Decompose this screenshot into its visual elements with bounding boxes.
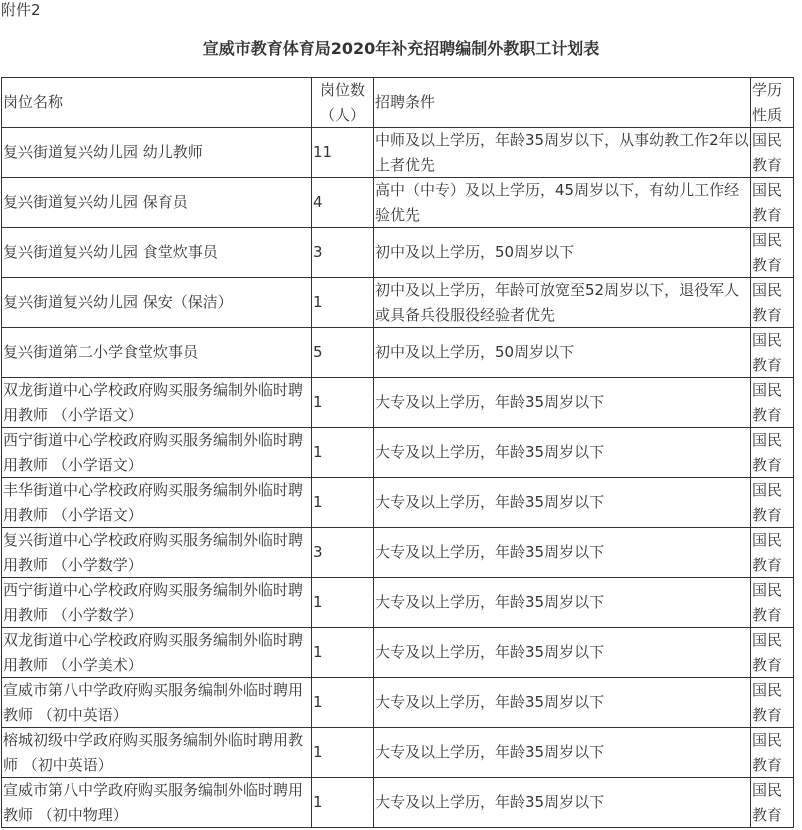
attachment-label: 附件2 [1, 1, 41, 19]
cell-education: 国民教育 [751, 528, 794, 578]
table-row [2, 728, 794, 778]
cell-position-name: 西宁街道中心学校政府购买服务编制外临时聘用教师 （小学语文） [2, 428, 312, 478]
table-row [2, 578, 794, 628]
cell-position-name: 复兴街道复兴幼儿园 幼儿教师 [2, 128, 312, 178]
cell-conditions: 大专及以上学历，年龄35周岁以下 [374, 528, 751, 578]
header-conditions: 招聘条件 [374, 78, 751, 128]
cell-conditions: 初中及以上学历，年龄可放宽至52周岁以下，退役军人或具备兵役服役经验者优先 [374, 278, 751, 328]
cell-conditions: 大专及以上学历，年龄35周岁以下 [374, 778, 751, 828]
table-row [2, 378, 794, 428]
cell-position-count: 1 [312, 628, 374, 678]
table-row [2, 678, 794, 728]
cell-education: 国民教育 [751, 228, 794, 278]
cell-education: 国民教育 [751, 178, 794, 228]
cell-education: 国民教育 [751, 378, 794, 428]
cell-education: 国民教育 [751, 478, 794, 528]
table-row [2, 228, 794, 278]
table-row [2, 478, 794, 528]
cell-education: 国民教育 [751, 428, 794, 478]
cell-position-count: 1 [312, 278, 374, 328]
cell-position-count: 3 [312, 528, 374, 578]
cell-education: 国民教育 [751, 778, 794, 828]
cell-position-name: 宣威市第八中学政府购买服务编制外临时聘用教师 （初中物理） [2, 778, 312, 828]
cell-position-count: 5 [312, 328, 374, 378]
cell-education: 国民教育 [751, 278, 794, 328]
cell-education: 国民教育 [751, 328, 794, 378]
cell-position-count: 1 [312, 778, 374, 828]
cell-position-count: 4 [312, 178, 374, 228]
cell-conditions: 大专及以上学历，年龄35周岁以下 [374, 728, 751, 778]
cell-position-count: 3 [312, 228, 374, 278]
cell-conditions: 中师及以上学历，年龄35周岁以下，从事幼教工作2年以上者优先 [374, 128, 751, 178]
cell-conditions: 初中及以上学历，50周岁以下 [374, 328, 751, 378]
cell-education: 国民教育 [751, 128, 794, 178]
header-position-name: 岗位名称 [2, 78, 312, 128]
cell-position-name: 复兴街道第二小学食堂炊事员 [2, 328, 312, 378]
cell-position-count: 1 [312, 678, 374, 728]
cell-position-name: 复兴街道复兴幼儿园 食堂炊事员 [2, 228, 312, 278]
table-row [2, 278, 794, 328]
cell-position-name: 双龙街道中心学校政府购买服务编制外临时聘用教师 （小学美术） [2, 628, 312, 678]
cell-conditions: 大专及以上学历，年龄35周岁以下 [374, 578, 751, 628]
cell-position-count: 1 [312, 428, 374, 478]
document-title: 宣威市教育体育局2020年补充招聘编制外教职工计划表 [202, 39, 600, 58]
cell-position-name: 榕城初级中学政府购买服务编制外临时聘用教师 （初中英语） [2, 728, 312, 778]
cell-position-name: 复兴街道中心学校政府购买服务编制外临时聘用教师 （小学数学） [2, 528, 312, 578]
cell-position-name: 复兴街道复兴幼儿园 保安（保洁） [2, 278, 312, 328]
table-row [2, 778, 794, 828]
table-row [2, 178, 794, 228]
cell-position-name: 丰华街道中心学校政府购买服务编制外临时聘用教师 （小学语文） [2, 478, 312, 528]
cell-position-name: 双龙街道中心学校政府购买服务编制外临时聘用教师 （小学语文） [2, 378, 312, 428]
cell-position-name: 复兴街道复兴幼儿园 保育员 [2, 178, 312, 228]
cell-position-count: 11 [312, 128, 374, 178]
cell-education: 国民教育 [751, 728, 794, 778]
cell-conditions: 高中（中专）及以上学历，45周岁以下，有幼儿工作经验优先 [374, 178, 751, 228]
cell-conditions: 大专及以上学历，年龄35周岁以下 [374, 378, 751, 428]
cell-conditions: 大专及以上学历，年龄35周岁以下 [374, 678, 751, 728]
cell-position-count: 1 [312, 728, 374, 778]
cell-position-count: 1 [312, 378, 374, 428]
header-education: 学历性质 [751, 78, 794, 128]
cell-conditions: 大专及以上学历，年龄35周岁以下 [374, 428, 751, 478]
cell-position-count: 1 [312, 478, 374, 528]
table-row [2, 428, 794, 478]
table-row [2, 528, 794, 578]
table-row [2, 328, 794, 378]
cell-education: 国民教育 [751, 578, 794, 628]
cell-education: 国民教育 [751, 628, 794, 678]
table-header-row [2, 78, 794, 128]
table-row [2, 628, 794, 678]
header-position-count: 岗位数（人） [312, 78, 374, 128]
cell-education: 国民教育 [751, 678, 794, 728]
cell-conditions: 初中及以上学历，50周岁以下 [374, 228, 751, 278]
table-row [2, 128, 794, 178]
cell-conditions: 大专及以上学历，年龄35周岁以下 [374, 628, 751, 678]
cell-position-count: 1 [312, 578, 374, 628]
cell-position-name: 宣威市第八中学政府购买服务编制外临时聘用教师 （初中英语） [2, 678, 312, 728]
cell-conditions: 大专及以上学历，年龄35周岁以下 [374, 478, 751, 528]
recruitment-plan-table [1, 77, 794, 828]
cell-position-name: 西宁街道中心学校政府购买服务编制外临时聘用教师 （小学数学） [2, 578, 312, 628]
